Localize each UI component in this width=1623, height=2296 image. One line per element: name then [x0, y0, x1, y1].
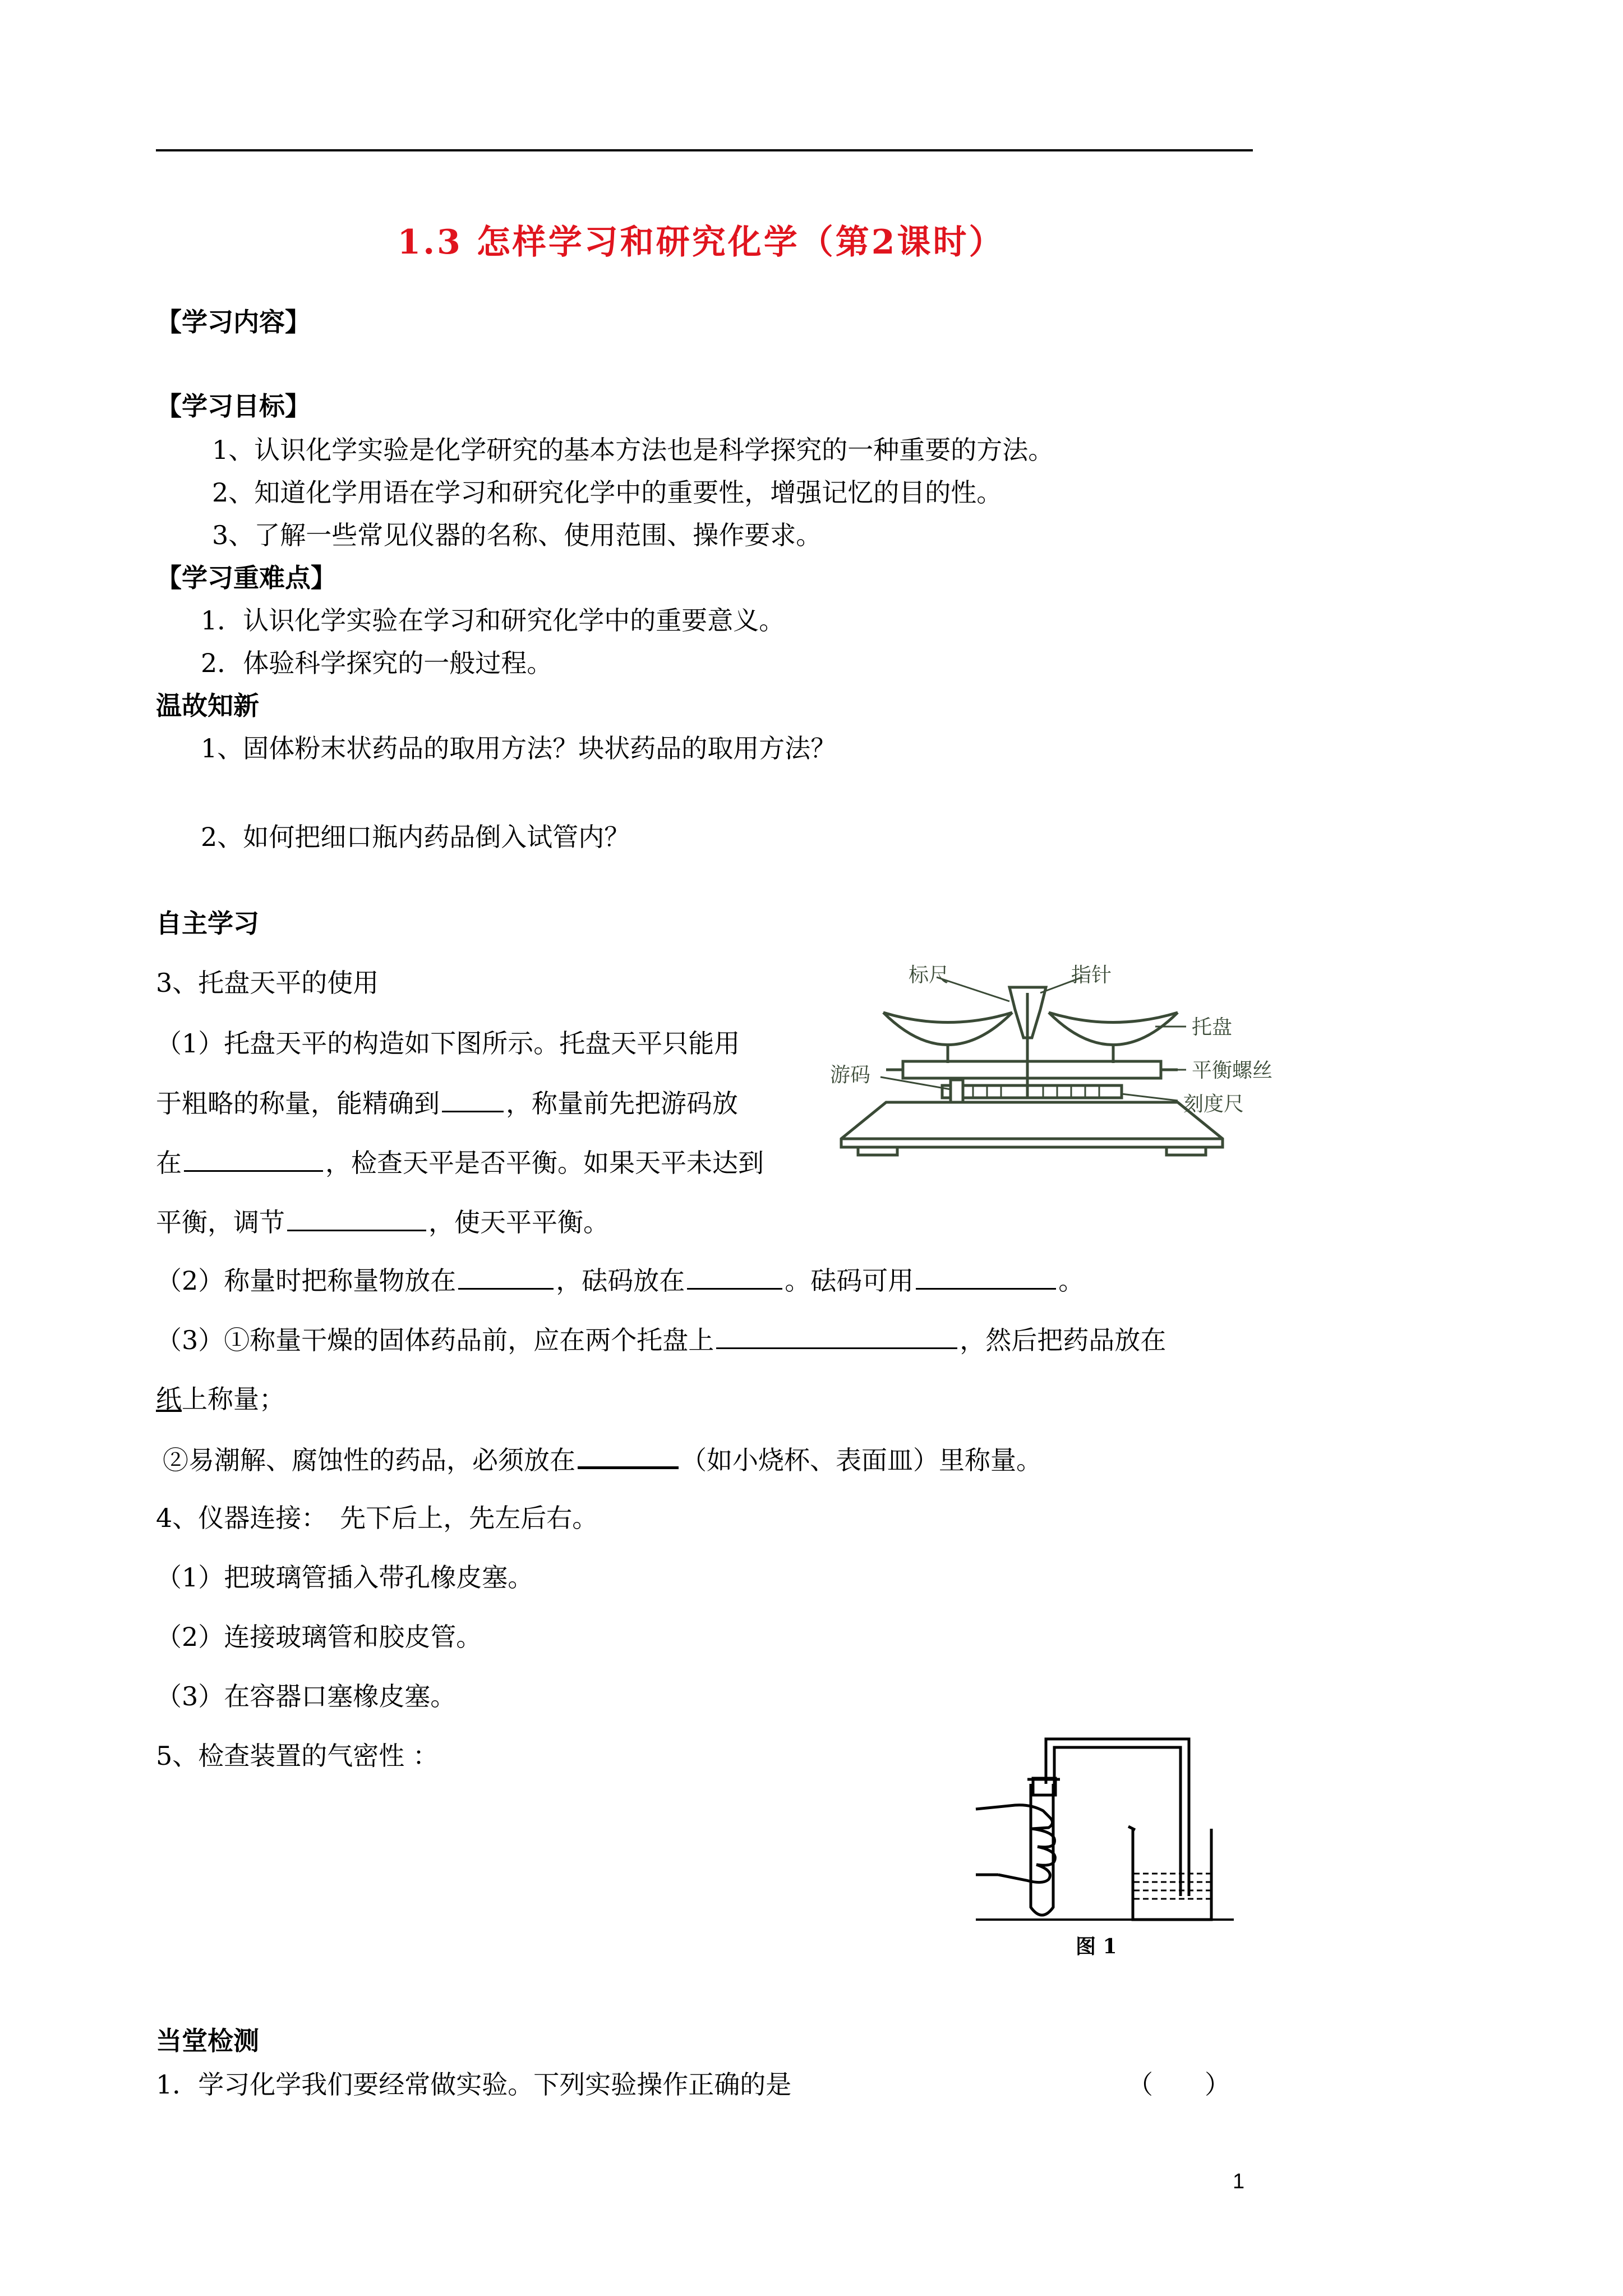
- balance-label: 平衡螺丝: [1192, 1059, 1273, 1082]
- objective-item: 1、认识化学实验是化学研究的基本方法也是科学探究的一种重要的方法。: [212, 435, 1054, 465]
- airtight-figure: [965, 1728, 1256, 1963]
- balance-label: 托盘: [1192, 1016, 1233, 1039]
- keypoint-item: 2．体验科学探究的一般过程。: [201, 648, 553, 678]
- answer-blank[interactable]: [916, 1263, 1056, 1290]
- text: ②易潮解、腐蚀性的药品，必须放在: [163, 1445, 575, 1475]
- balance-label: 游码: [830, 1064, 871, 1087]
- objective-item: 2、知道化学用语在学习和研究化学中的重要性，增强记忆的目的性。: [212, 477, 1003, 508]
- page-number: 1: [1233, 2170, 1245, 2193]
- objective-item: 3、了解一些常见仪器的名称、使用范围、操作要求。: [212, 520, 822, 550]
- text: 于粗略的称量，能精确到: [156, 1088, 440, 1119]
- text: （2）称量时把称量物放在: [156, 1266, 457, 1296]
- text: ，然后把药品放在: [960, 1325, 1166, 1355]
- connect-item: （3）在容器口塞橡皮塞。: [156, 1681, 457, 1711]
- balance-paragraph: （1）托盘天平的构造如下图所示。托盘天平只能用: [156, 1028, 740, 1059]
- text: ，检查天平是否平衡。如果天平未达到: [325, 1148, 764, 1178]
- text: ，砝码放在: [556, 1266, 685, 1296]
- underlined-text: 纸: [156, 1384, 182, 1414]
- text: 。砝码可用: [785, 1266, 914, 1296]
- text: ，使天平平衡。: [428, 1207, 609, 1237]
- section-review-heading: 温故知新: [156, 691, 259, 721]
- section-objectives-heading: 【学习目标】: [156, 391, 311, 421]
- answer-blank[interactable]: [442, 1086, 504, 1112]
- text: （3）①称量干燥的固体药品前，应在两个托盘上: [156, 1325, 714, 1355]
- answer-blank[interactable]: [184, 1145, 323, 1172]
- text: 。: [1058, 1266, 1085, 1296]
- answer-bracket[interactable]: （ ）: [1127, 2069, 1230, 2100]
- text: 在: [156, 1148, 182, 1178]
- section-check-heading: 当堂检测: [156, 2026, 259, 2056]
- connect-heading: 4、仪器连接： 先下后上，先左后右。: [156, 1503, 598, 1533]
- balance-label: 标尺: [909, 964, 949, 987]
- balance-heading: 3、托盘天平的使用: [156, 968, 379, 998]
- balance-figure: [819, 959, 1312, 1184]
- balance-paragraph: [163, 1442, 1042, 1477]
- airtight-heading: 5、检查装置的气密性 ：: [156, 1741, 439, 1771]
- review-question: 1、固体粉末状药品的取用方法？块状药品的取用方法？: [201, 733, 837, 763]
- answer-blank[interactable]: [287, 1205, 426, 1231]
- text: 平衡，调节: [156, 1207, 285, 1237]
- connect-item: （1）把玻璃管插入带孔橡皮塞。: [156, 1562, 534, 1593]
- text: （如小烧杯、表面皿）里称量。: [681, 1445, 1042, 1475]
- text: 上称量；: [182, 1384, 285, 1414]
- balance-paragraph: [156, 1205, 609, 1239]
- balance-paragraph: [156, 1145, 764, 1180]
- section-keypoints-heading: 【学习重难点】: [156, 563, 336, 593]
- text: ，称量前先把游码放: [506, 1088, 738, 1119]
- review-question: 2、如何把细口瓶内药品倒入试管内？: [201, 822, 630, 852]
- keypoint-item: 1．认识化学实验在学习和研究化学中的重要意义。: [201, 605, 785, 636]
- answer-blank[interactable]: [687, 1263, 782, 1290]
- balance-label: 刻度尺: [1183, 1093, 1244, 1116]
- header-rule: [156, 149, 1253, 151]
- answer-blank[interactable]: [458, 1263, 554, 1290]
- section-self-study-heading: 自主学习: [156, 908, 259, 938]
- figure-caption: 图 1: [1076, 1935, 1117, 1958]
- answer-blank[interactable]: [716, 1323, 957, 1349]
- balance-paragraph: [156, 1323, 1166, 1357]
- balance-paragraph: [156, 1382, 285, 1416]
- balance-paragraph: [156, 1086, 738, 1120]
- balance-label: 指针: [1071, 964, 1112, 987]
- page-title: 1.3 怎样学习和研究化学（第2课时）: [397, 223, 1005, 262]
- connect-item: （2）连接玻璃管和胶皮管。: [156, 1622, 482, 1652]
- quiz-question: 1．学习化学我们要经常做实验。下列实验操作正确的是: [156, 2069, 792, 2100]
- answer-blank[interactable]: [578, 1442, 679, 1469]
- section-content-heading: 【学习内容】: [156, 307, 311, 337]
- balance-paragraph: [156, 1263, 1084, 1297]
